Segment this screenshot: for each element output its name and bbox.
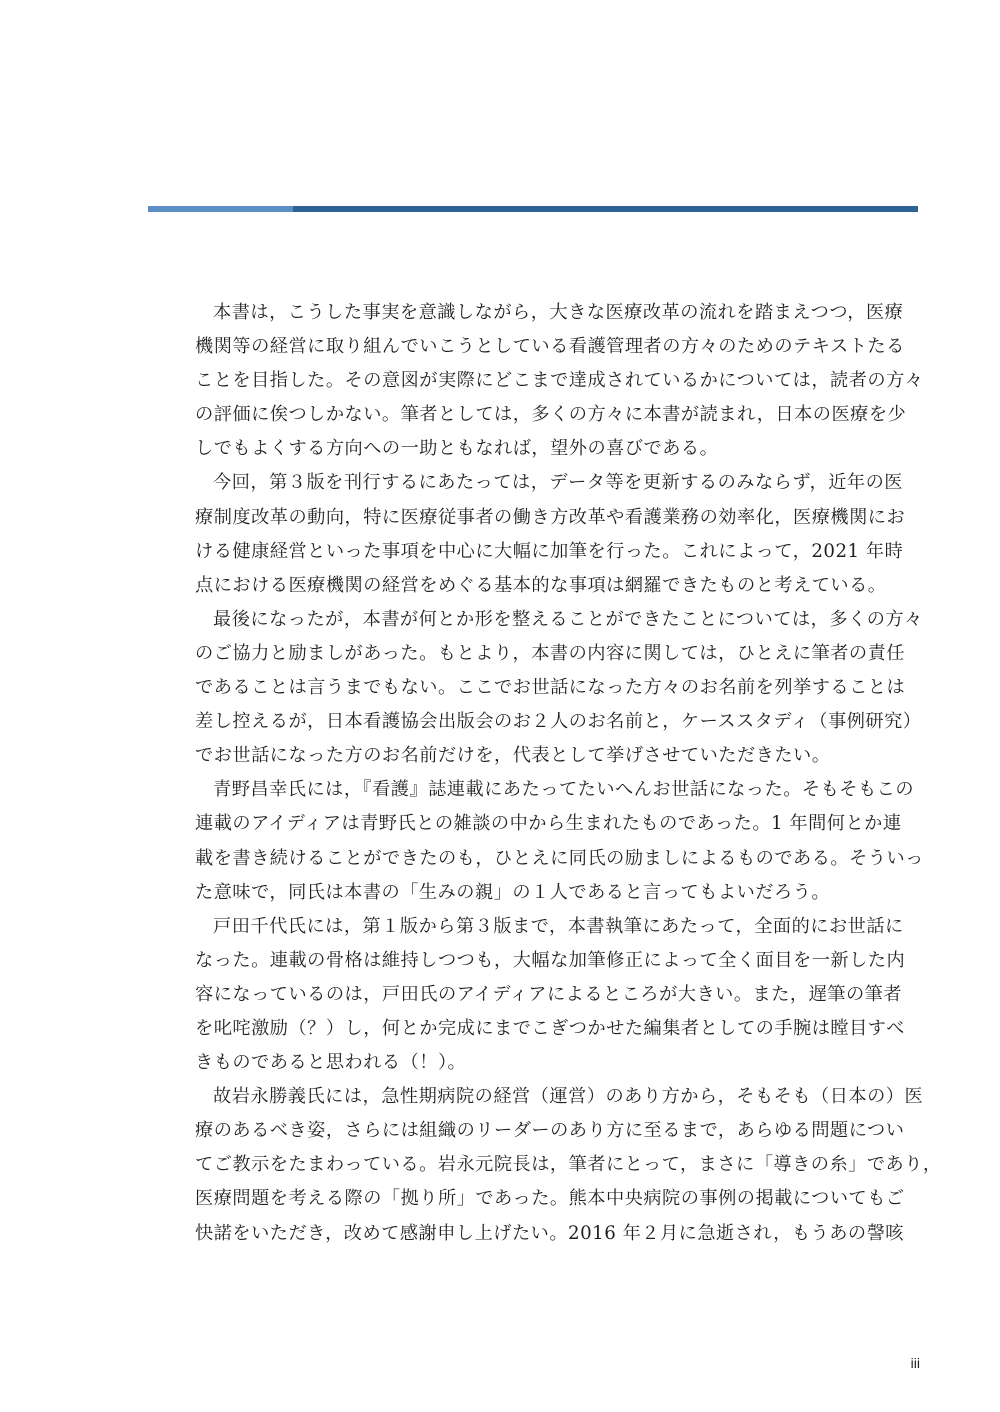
text-line: でお世話になった方のお名前だけを，代表として挙げさせていただきたい。 bbox=[195, 745, 831, 767]
text-line: しでもよくする方向への一助ともなれば，望外の喜びである。 bbox=[195, 438, 719, 460]
text-line: ことを目指した。その意図が実際にどこまで達成されているかについては，読者の方々 bbox=[195, 370, 924, 392]
text-line: なった。連載の骨格は維持しつつも，大幅な加筆修正によって全く面目を一新した内 bbox=[195, 949, 906, 971]
text-line: きものであると思われる（！）。 bbox=[195, 1052, 467, 1074]
text-line: 載を書き続けることができたのも，ひとえに同氏の励ましによるものである。そういっ bbox=[195, 847, 924, 869]
text-line: 差し控えるが，日本看護協会出版会のお２人のお名前と，ケーススタディ（事例研究） bbox=[195, 711, 922, 733]
text-line: 連載のアイディアは青野氏との雑談の中から生まれたものであった。1 年間何とか連 bbox=[195, 813, 902, 835]
text-line: 療のあるべき姿，さらには組織のリーダーのあり方に至るまで，あらゆる問題につい bbox=[195, 1120, 905, 1142]
paragraph bbox=[195, 910, 906, 1080]
text-line: 青野昌幸氏には，『看護』誌連載にあたってたいへんお世話になった。そもそもこの bbox=[213, 779, 915, 801]
text-line: 本書は，こうした事実を意識しながら，大きな医療改革の流れを踏まえつつ，医療 bbox=[213, 302, 904, 323]
paragraph bbox=[195, 296, 924, 466]
text-line: 最後になったが，本書が何とか形を整えることができたことについては，多くの方々 bbox=[213, 608, 923, 630]
text-line: 点における医療機関の経営をめぐる基本的な事項は網羅できたものと考えている。 bbox=[195, 574, 887, 596]
text-line: であることは言うまでもない。ここでお世話になった方々のお名前を列挙することは bbox=[195, 677, 906, 699]
text-line: 容になっているのは，戸田氏のアイディアによるところが大きい。また，遅筆の筆者 bbox=[195, 983, 903, 1005]
text-line: 故岩永勝義氏には，急性期病院の経営（運営）のあり方から，そもそも（日本の）医 bbox=[213, 1086, 924, 1108]
text-line: てご教示をたまわっている。岩永元院長は，筆者にとって，まさに「導きの糸」であり， bbox=[195, 1154, 942, 1176]
paragraph bbox=[195, 773, 924, 909]
paragraph bbox=[195, 1080, 942, 1250]
text-line: 医療問題を考える際の「拠り所」であった。熊本中央病院の事例の掲載についてもご bbox=[195, 1188, 905, 1210]
text-line: 今回，第３版を刊行するにあたっては，データ等を更新するのみならず，近年の医 bbox=[213, 472, 903, 494]
header-rule bbox=[148, 206, 918, 212]
paragraph bbox=[195, 466, 906, 602]
text-line: た意味で，同氏は本書の「生みの親」の１人であると言ってもよいだろう。 bbox=[195, 881, 831, 903]
text-line: 戸田千代氏には，第１版から第３版まで，本書執筆にあたって，全面的にお世話に bbox=[213, 915, 904, 937]
text-line: 快諾をいただき，改めて感謝申し上げたい。2016 年２月に急逝され，もうあの謦咳 bbox=[195, 1222, 904, 1244]
text-line: の評価に俟つしかない。筆者としては，多くの方々に本書が読まれ，日本の医療を少 bbox=[195, 404, 907, 426]
header-rule-light-segment bbox=[148, 206, 293, 212]
text-line: のご協力と励ましがあった。もとより，本書の内容に関しては，ひとえに筆者の責任 bbox=[195, 642, 905, 664]
text-line: ける健康経営といった事項を中心に大幅に加筆を行った。これによって，2021 年時 bbox=[195, 540, 904, 562]
text-line: を叱咤激励（？）し，何とか完成にまでこぎつかせた編集者としての手腕は瞠目すべ bbox=[195, 1017, 905, 1039]
paragraph bbox=[195, 603, 923, 773]
body-text bbox=[195, 296, 942, 1251]
text-line: 機関等の経営に取り組んでいこうとしている看護管理者の方々のためのテキストたる bbox=[195, 336, 905, 358]
page-number: iii bbox=[910, 1355, 920, 1371]
text-line: 療制度改革の動向，特に医療従事者の働き方改革や看護業務の効率化，医療機関にお bbox=[195, 506, 906, 528]
header-rule-dark-segment bbox=[293, 206, 918, 212]
